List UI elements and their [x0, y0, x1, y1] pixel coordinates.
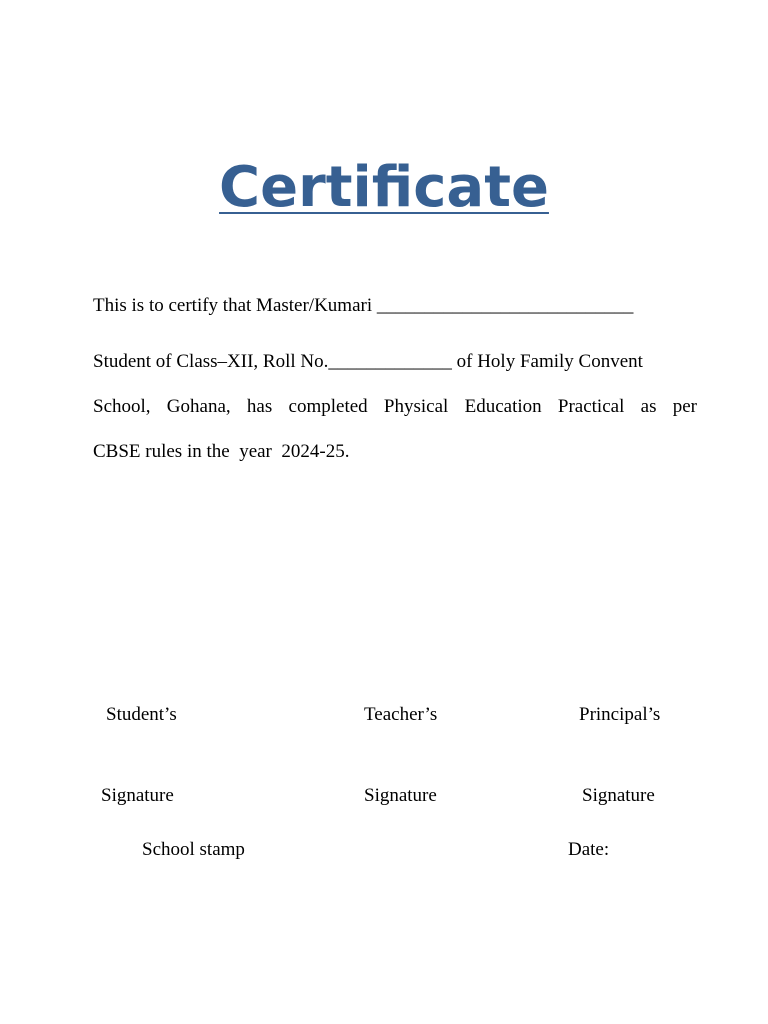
student-class-line: Student of Class–XII, Roll No._____________ of Holy Family Convent [93, 351, 643, 372]
certificate-title [0, 150, 768, 226]
date-label: Date: [568, 839, 610, 860]
teacher-signature-label [364, 647, 437, 836]
student-signature-label [101, 647, 177, 836]
student-signature-line2: Signature [101, 785, 174, 806]
cbse-year-line: CBSE rules in the year 2024-25. [93, 441, 350, 462]
student-signature-line1: Student’s [106, 704, 177, 725]
principal-signature-line2: Signature [582, 785, 655, 806]
school-stamp-label: School stamp [142, 839, 245, 860]
teacher-signature-line1: Teacher’s [364, 704, 438, 725]
certify-line: This is to certify that Master/Kumari ___________________________ [93, 295, 634, 316]
school-completion-line: School, Gohana, has completed Physical Education Practical as per [93, 396, 697, 417]
teacher-signature-line2: Signature [364, 785, 437, 806]
certificate-title-text: Certificate [219, 155, 549, 220]
principal-signature-label [579, 647, 660, 836]
principal-signature-line1: Principal’s [579, 704, 661, 725]
